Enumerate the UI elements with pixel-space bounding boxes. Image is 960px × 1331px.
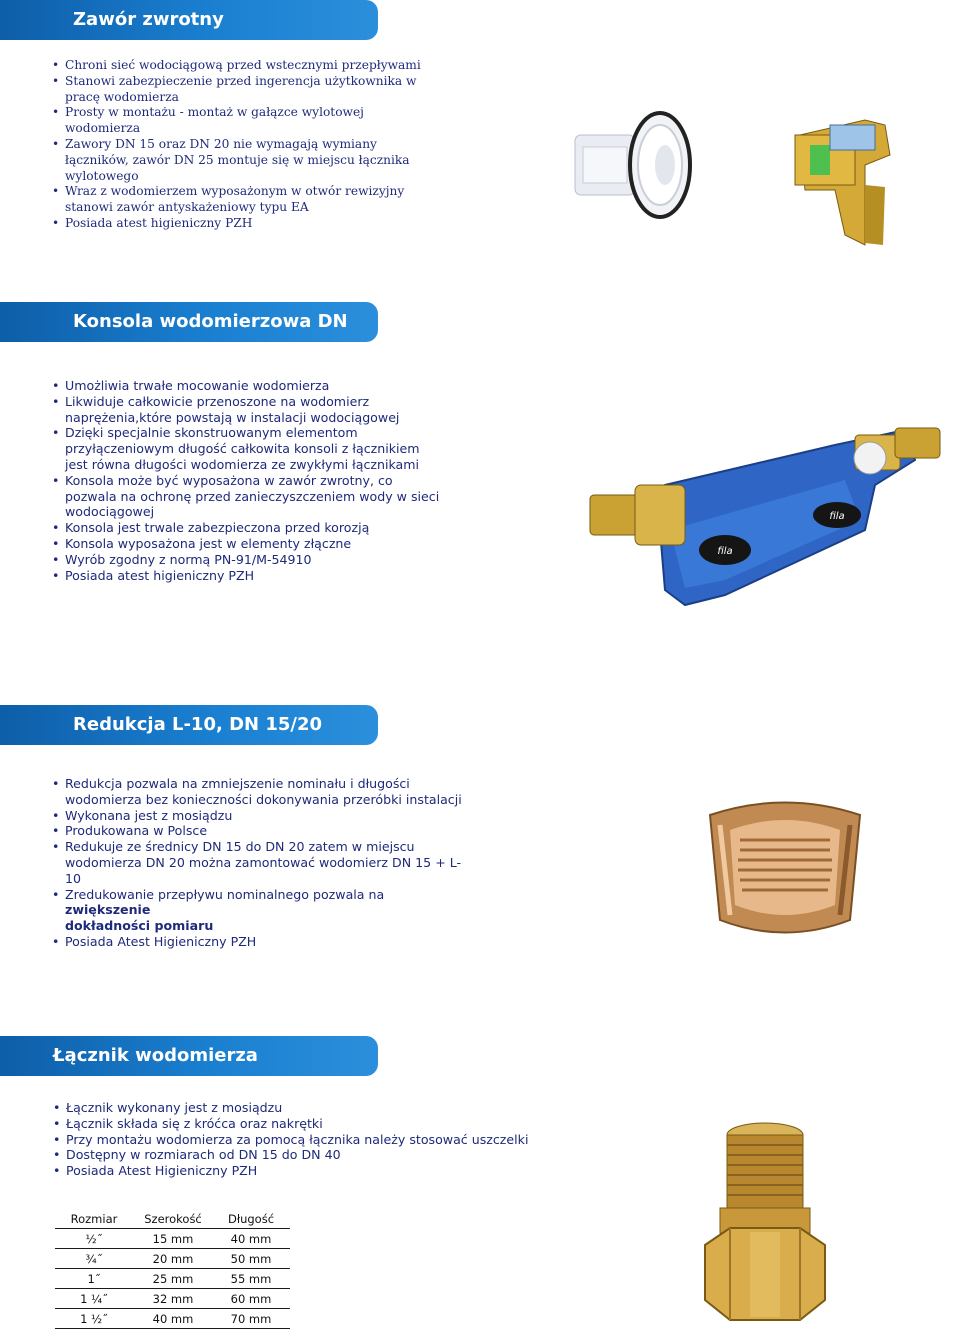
table-row: [55, 1229, 290, 1249]
column-header-size: Rozmiar: [55, 1209, 134, 1229]
connector-illustration: [700, 1120, 830, 1325]
table-cell: ¾˝: [55, 1249, 134, 1269]
column-header-width: Szerokość: [134, 1209, 213, 1229]
list-item: • Zawory DN 15 oraz DN 20 nie wymagają wymiany łączników, zawór DN 25 montuje się w miejscu łącznika wylotowego: [52, 137, 452, 184]
table-row: [55, 1249, 290, 1269]
list-item: • Produkowana w Polsce: [52, 823, 472, 839]
list-item: • Konsola jest trwale zabezpieczona przed korozją: [52, 520, 472, 536]
table-row: [55, 1309, 290, 1329]
table-cell: 50 mm: [212, 1249, 290, 1269]
list-item: • Wyrób zgodny z normą PN-91/M-54910: [52, 552, 472, 568]
list-item: • Łącznik wykonany jest z mosiądzu: [53, 1100, 533, 1116]
meter-connector-bullets: [53, 1100, 533, 1179]
meter-bracket-bullets: [52, 378, 472, 583]
table-row: [55, 1289, 290, 1309]
table-cell: 60 mm: [212, 1289, 290, 1309]
section-title-reducer: Redukcja L-10, DN 15/20: [0, 705, 378, 745]
table-cell: 1 ¼˝: [55, 1289, 134, 1309]
table-row: [55, 1269, 290, 1289]
list-item: • Przy montażu wodomierza za pomocą łącznika należy stosować uszczelki: [53, 1132, 533, 1148]
svg-text:fila: fila: [829, 511, 845, 522]
reducer-bullets: [52, 776, 472, 950]
list-item: • Posiada Atest Higieniczny PZH: [53, 1163, 533, 1179]
list-item: • Stanowi zabezpieczenie przed ingerencja użytkownika w pracę wodomierza: [52, 74, 452, 106]
list-item: • Zredukowanie przepływu nominalnego pozwala na zwiększenie dokładności pomiaru: [52, 887, 472, 934]
size-table: [55, 1209, 290, 1329]
list-item: • Konsola może być wyposażona w zawór zwrotny, co pozwala na ochronę przed zanieczyszczeniem wody w sieci wodociągowej: [52, 473, 472, 520]
list-item: • Łącznik składa się z króćca oraz nakrętki: [53, 1116, 533, 1132]
section-title-check-valve: Zawór zwrotny: [0, 0, 378, 40]
list-item: • Posiada Atest Higieniczny PZH: [52, 934, 472, 950]
section-title-meter-connector: Łącznik wodomierza: [0, 1036, 378, 1076]
table-cell: 70 mm: [212, 1309, 290, 1329]
list-item: • Konsola wyposażona jest w elementy złączne: [52, 536, 472, 552]
meter-bracket-illustration: [575, 420, 960, 615]
list-item: • Umożliwia trwałe mocowanie wodomierza: [52, 378, 472, 394]
table-cell: 15 mm: [134, 1229, 213, 1249]
list-item: • Wykonana jest z mosiądzu: [52, 808, 472, 824]
list-item: • Likwiduje całkowicie przenoszone na wodomierz naprężenia,które powstają w instalacji wodociągowej: [52, 394, 472, 426]
table-cell: 1˝: [55, 1269, 134, 1289]
check-valve-illustration: [565, 95, 910, 250]
table-header-row: [55, 1209, 290, 1229]
table-cell: 40 mm: [212, 1229, 290, 1249]
list-item: • Chroni sieć wodociągową przed wstecznymi przepływami: [52, 58, 452, 74]
table-cell: 40 mm: [134, 1309, 213, 1329]
table-cell: 1 ½˝: [55, 1309, 134, 1329]
table-cell: 32 mm: [134, 1289, 213, 1309]
table-cell: 20 mm: [134, 1249, 213, 1269]
column-header-length: Długość: [212, 1209, 290, 1229]
list-item: • Dzięki specjalnie skonstruowanym elementom przyłączeniowym długość całkowita konsoli z łącznikiem jest równa długości wodomierza ze zwykłymi łącznikami: [52, 425, 472, 472]
list-item: • Redukuje ze średnicy DN 15 do DN 20 zatem w miejscu wodomierza DN 20 można zamontować wodomierz DN 15 + L-10: [52, 839, 472, 886]
list-item: • Dostępny w rozmiarach od DN 15 do DN 40: [53, 1147, 533, 1163]
check-valve-bullets: [52, 58, 452, 232]
list-item: • Posiada atest higieniczny PZH: [52, 216, 452, 232]
list-item: • Redukcja pozwala na zmniejszenie nominału i długości wodomierza bez konieczności dokonywania przeróbki instalacji: [52, 776, 472, 808]
table-cell: ½˝: [55, 1229, 134, 1249]
section-title-meter-bracket: Konsola wodomierzowa DN 20: [0, 302, 378, 342]
table-cell: 55 mm: [212, 1269, 290, 1289]
svg-text:fila: fila: [717, 546, 733, 557]
list-item: • Wraz z wodomierzem wyposażonym w otwór rewizyjny stanowi zawór antyskażeniowy typu EA: [52, 184, 452, 216]
table-cell: 25 mm: [134, 1269, 213, 1289]
list-item: • Prosty w montażu - montaż w gałązce wylotowej wodomierza: [52, 105, 452, 137]
list-item: • Posiada atest higieniczny PZH: [52, 568, 472, 584]
reducer-illustration: [700, 795, 870, 940]
